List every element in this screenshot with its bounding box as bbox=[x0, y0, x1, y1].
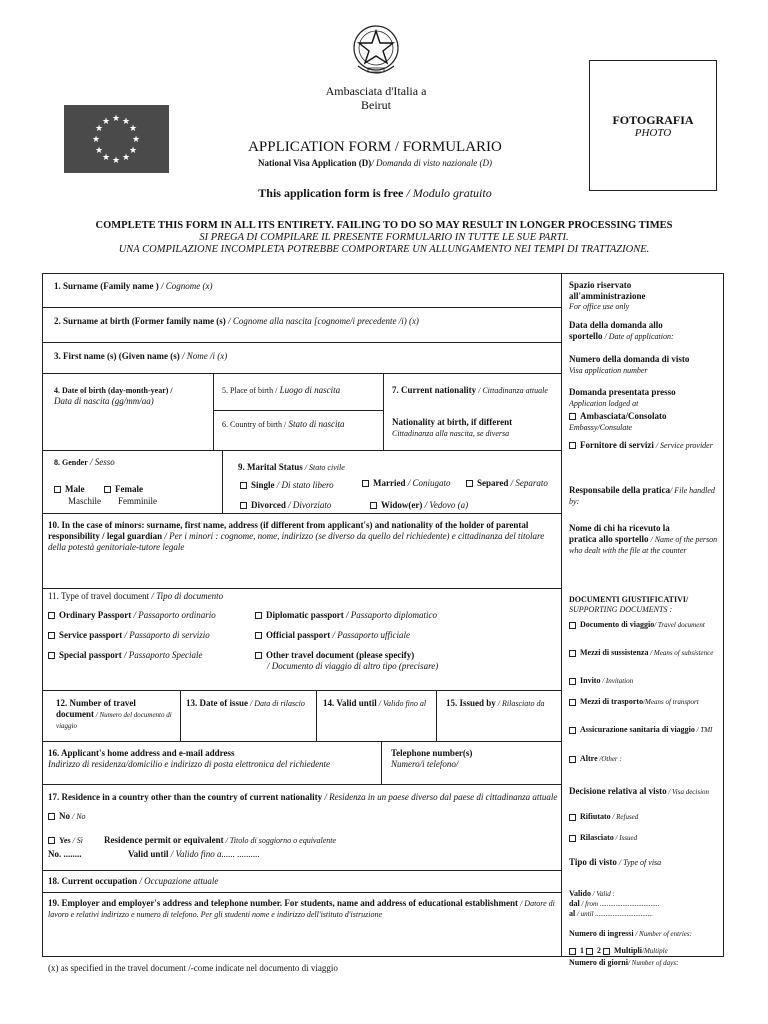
doc-official[interactable] bbox=[255, 630, 410, 641]
emb: Ambasciata/Consolato bbox=[580, 411, 667, 421]
office-sidebar bbox=[569, 280, 721, 312]
separed-label: Separed bbox=[477, 478, 509, 488]
doc-other-check[interactable] bbox=[569, 754, 721, 764]
row-line bbox=[42, 342, 561, 343]
d1: Documento di viaggio bbox=[580, 620, 655, 629]
multi: Multipli bbox=[614, 946, 643, 955]
f10-it: / Per i minori : cognome, nome, indirizzo (se diverso da quello del richiedente) e cittadinanza del titolare della potestà genitoriale-tutore legale bbox=[48, 531, 545, 552]
residence-yes-option[interactable] bbox=[48, 835, 83, 846]
form-subtitle bbox=[200, 158, 550, 168]
docs: DOCUMENTI GIUSTIFICATIVI/ bbox=[569, 595, 689, 604]
f5-en: 5. Place of birth / bbox=[222, 386, 278, 395]
date-1: Data della domanda allo bbox=[569, 320, 663, 330]
f16-it: Indirizzo di residenza/domicilio e indirizzo di posta elettronica del richiedente bbox=[48, 759, 331, 769]
office-days[interactable] bbox=[569, 958, 721, 968]
marital-widow[interactable] bbox=[370, 500, 468, 511]
female-checkbox[interactable] bbox=[104, 486, 111, 493]
resp-en: / File handled by: bbox=[569, 486, 715, 506]
col-line bbox=[213, 373, 214, 450]
divorced-label: Divorced bbox=[251, 500, 286, 510]
pres-1: Domanda presentata presso bbox=[569, 387, 676, 397]
yes-it: / Sì bbox=[70, 836, 84, 845]
subsistence-checkbox[interactable] bbox=[569, 650, 576, 657]
name-2: pratica allo sportello bbox=[569, 533, 649, 544]
no-en: No bbox=[59, 811, 70, 821]
diplomatic-checkbox[interactable] bbox=[255, 612, 262, 619]
row-line bbox=[213, 410, 383, 411]
embassy-line-1: Ambasciata d'Italia a bbox=[325, 84, 427, 98]
resp: Responsabile della pratica bbox=[569, 485, 671, 495]
field-12-doc-number[interactable] bbox=[56, 698, 174, 731]
ngiorni-end: : bbox=[676, 958, 679, 967]
d6: Altre bbox=[580, 754, 598, 763]
f1-en: 1. Surname (Family name ) bbox=[54, 281, 159, 291]
field-5-place-of-birth[interactable] bbox=[222, 385, 382, 396]
separed-checkbox[interactable] bbox=[466, 480, 473, 487]
ngiorni: Numero di giorni bbox=[569, 958, 628, 967]
f4-en: 4. Date of birth (day-month-year) / bbox=[54, 386, 173, 395]
f10-en: 10. In the case of minors: surname, first name, address (if different from applicant's) and nationality of the holder of parental responsibility / legal guardian bbox=[48, 520, 529, 541]
invitation-checkbox[interactable] bbox=[569, 678, 576, 685]
f12-en: 12. Number of travel document bbox=[56, 698, 136, 719]
female-label: Female bbox=[115, 484, 143, 494]
al-en: / until ................................. bbox=[575, 910, 654, 918]
office-supporting-docs bbox=[569, 595, 721, 614]
reserved-1: Spazio riservato bbox=[569, 280, 632, 290]
al: al bbox=[569, 909, 576, 918]
svg-text:★: ★ bbox=[101, 153, 111, 163]
d2: Mezzi di sussistenza bbox=[580, 648, 649, 657]
ngiorni-en: / Number of days bbox=[627, 959, 676, 967]
off-it: / Passaporto ufficiale bbox=[330, 630, 410, 640]
f16-en: 16. Applicant's home address and e-mail address bbox=[48, 748, 235, 758]
travel-doc-checkbox[interactable] bbox=[569, 622, 576, 629]
svg-text:★: ★ bbox=[128, 124, 138, 134]
d3: Invito bbox=[580, 676, 601, 685]
official-checkbox[interactable] bbox=[255, 632, 262, 639]
single-checkbox[interactable] bbox=[240, 482, 247, 489]
single-label: Single bbox=[251, 480, 275, 490]
res-valid-it: / Valido fino a...... .......... bbox=[168, 849, 260, 859]
ref: Rifiutato bbox=[580, 812, 611, 821]
dip-en: Diplomatic passport bbox=[266, 610, 344, 620]
doc-special[interactable] bbox=[48, 650, 203, 661]
marital-single[interactable] bbox=[240, 480, 334, 491]
f5-it: Luogo di nascita bbox=[277, 385, 341, 395]
svg-text:★: ★ bbox=[121, 153, 131, 163]
tel-it: Numero/i telefono/ bbox=[391, 759, 459, 769]
italian-emblem-icon bbox=[350, 22, 402, 78]
embassy-checkbox[interactable] bbox=[569, 413, 576, 420]
no-it: / No bbox=[70, 812, 86, 821]
male-label: Male bbox=[65, 484, 85, 494]
svg-text:★: ★ bbox=[128, 146, 138, 156]
row-line bbox=[42, 513, 561, 514]
f18-en: 18. Current occupation bbox=[48, 876, 138, 886]
d1-en: / Travel document bbox=[654, 621, 705, 629]
residence-number[interactable] bbox=[48, 849, 82, 860]
res-it: / Titolo di soggiorno o equivalente bbox=[223, 836, 337, 845]
doc-insurance-check[interactable] bbox=[569, 725, 721, 735]
svg-text:★: ★ bbox=[94, 146, 104, 156]
marital-separed[interactable] bbox=[466, 478, 548, 489]
field-17-residence bbox=[48, 792, 558, 803]
prov-en: / Service provider bbox=[653, 441, 713, 450]
ref-en: / Refused bbox=[610, 813, 639, 821]
iss-en: / Issued bbox=[613, 834, 638, 842]
embassy-name bbox=[306, 84, 446, 112]
field-2-surname-at-birth[interactable] bbox=[54, 316, 419, 327]
doc-diplomatic[interactable] bbox=[255, 610, 437, 621]
field-19-employer[interactable] bbox=[48, 898, 558, 920]
field-11-travel-doc bbox=[48, 591, 223, 602]
multi-en: /Multiple bbox=[642, 947, 668, 955]
d4: Mezzi di trasporto bbox=[580, 697, 644, 706]
off-en: Official passport bbox=[266, 630, 331, 640]
entries-multi-checkbox[interactable] bbox=[603, 948, 610, 955]
subtitle-en: National Visa Application (D) bbox=[257, 158, 372, 168]
reserved-2: all'amministrazione bbox=[569, 290, 646, 301]
pres-en: Application lodged at bbox=[569, 398, 639, 408]
divorced-it: / Divorziato bbox=[285, 500, 332, 510]
d2-en: / Means of subsistence bbox=[648, 649, 714, 657]
decision-refused[interactable] bbox=[569, 812, 721, 822]
tipo: Tipo di visto bbox=[569, 857, 617, 867]
f14-en: 14. Valid until bbox=[323, 698, 377, 708]
f9-en: 9. Marital Status bbox=[238, 462, 303, 472]
single-it: / Di stato libero bbox=[274, 480, 334, 490]
widow-it: / Vedovo (a) bbox=[422, 500, 469, 510]
male-checkbox[interactable] bbox=[54, 486, 61, 493]
f11-it: / Tipo di documento bbox=[149, 591, 224, 601]
field-13-date-of-issue[interactable] bbox=[186, 698, 311, 709]
entries-1-checkbox[interactable] bbox=[569, 948, 576, 955]
d5-en: / TMI bbox=[694, 726, 713, 734]
field-3-first-name[interactable] bbox=[54, 351, 227, 362]
residence-no-option[interactable] bbox=[48, 811, 86, 822]
f7-it: / Cittadinanza attuale bbox=[476, 386, 548, 395]
field-10-minors[interactable] bbox=[48, 520, 556, 553]
oth-it: / Documento di viaggio di altro tipo (precisare) bbox=[267, 661, 439, 671]
res-en: Residence permit or equivalent bbox=[104, 835, 224, 845]
res-no: No. ........ bbox=[48, 849, 82, 859]
instr-it-2: UNA COMPILAZIONE INCOMPLETA POTREBBE COMPORTARE UN ALLUNGAMENTO NEI TEMPI DI TRATTAZIONE. bbox=[118, 244, 650, 255]
d4-en: /Means of transport bbox=[643, 698, 699, 706]
dal-en: / from .................................. bbox=[579, 900, 660, 908]
field-9-marital-status bbox=[238, 462, 345, 473]
other-doc-checkbox[interactable] bbox=[255, 652, 262, 659]
office-entries-options[interactable] bbox=[569, 946, 721, 956]
entries-2-checkbox[interactable] bbox=[586, 948, 593, 955]
svg-text:★: ★ bbox=[111, 156, 121, 166]
name-en: / Name of the person who dealt with the file at the counter bbox=[569, 534, 718, 555]
f19-en: 19. Employer and employer's address and telephone number. For students, name and address of educational establishment bbox=[48, 898, 519, 908]
office-provider-option[interactable] bbox=[569, 440, 721, 451]
d3-en: / Invitation bbox=[600, 677, 634, 685]
row-line bbox=[42, 373, 561, 374]
ser-it: / Passaporto di servizio bbox=[122, 630, 210, 640]
instr-en: COMPLETE THIS FORM IN ALL ITS ENTIRETY. FAILING TO DO SO MAY RESULT IN LONGER PROCESSING TIMES bbox=[95, 220, 673, 231]
f8-en: 8. Gender bbox=[54, 458, 88, 467]
f3-en: 3. First name (s) (Given name (s) bbox=[54, 351, 180, 361]
married-label: Married bbox=[373, 478, 406, 488]
yes-en: Yes bbox=[59, 836, 71, 845]
row-line bbox=[42, 741, 561, 742]
separed-it: / Separato bbox=[508, 478, 548, 488]
field-1-surname[interactable] bbox=[54, 281, 213, 292]
service-checkbox[interactable] bbox=[48, 632, 55, 639]
valido: Valido bbox=[569, 889, 591, 898]
form-title: APPLICATION FORM / FORMULARIO bbox=[248, 139, 502, 155]
widow-checkbox[interactable] bbox=[370, 502, 377, 509]
footnote: (x) as specified in the travel document /-come indicate nel documento di viaggio bbox=[48, 963, 338, 973]
reserved-en: For office use only bbox=[569, 302, 630, 311]
office-counter-person[interactable] bbox=[569, 523, 721, 556]
doc-other[interactable] bbox=[255, 650, 470, 672]
field-7-nationality[interactable] bbox=[392, 385, 557, 396]
residence-valid-until[interactable] bbox=[128, 849, 260, 860]
office-entries bbox=[569, 929, 721, 939]
instructions bbox=[40, 220, 728, 256]
f9-it: / Stato civile bbox=[302, 463, 345, 472]
f2-it: / Cognome alla nascita [cognome/i precedente /i) (x) bbox=[225, 316, 419, 326]
f7-en: 7. Current nationality bbox=[392, 385, 477, 395]
oth-en: Other travel document (please specify) bbox=[266, 650, 415, 660]
svg-text:★: ★ bbox=[94, 124, 104, 134]
widow-label: Widow(er) bbox=[381, 500, 423, 510]
f11-en: 11. Type of travel document bbox=[48, 591, 150, 601]
doc-service[interactable] bbox=[48, 630, 210, 641]
transport-checkbox[interactable] bbox=[569, 699, 576, 706]
free-it: / Modulo gratuito bbox=[403, 186, 492, 200]
valido-en: / Valid : bbox=[590, 890, 615, 898]
docs-en: SUPPORTING DOCUMENTS : bbox=[569, 604, 673, 614]
f19-it: / Datore di lavoro e relativi indirizzo e numero di telefono. Per gli studenti nome e indirizzo dell'istituto d'istruzione bbox=[48, 899, 555, 919]
married-checkbox[interactable] bbox=[362, 480, 369, 487]
row-line bbox=[42, 307, 561, 308]
f7b-it: Cittadinanza alla nascita, se diversa bbox=[392, 429, 510, 438]
date-en: / Date of application: bbox=[602, 331, 674, 341]
subtitle-it: / Domanda di visto nazionale (D) bbox=[371, 158, 492, 168]
male-it-label: Maschile bbox=[68, 496, 101, 506]
field-15-issued-by[interactable] bbox=[446, 698, 556, 709]
entries-2-label: 2 bbox=[597, 946, 601, 955]
field-4-date-of-birth[interactable] bbox=[54, 385, 204, 407]
num-en: Visa application number bbox=[569, 365, 648, 375]
field-6-country-of-birth[interactable] bbox=[222, 419, 382, 430]
f17-it: / Residenza in un paese diverso dal paese di cittadinanza attuale bbox=[322, 792, 558, 802]
doc-invitation-check[interactable] bbox=[569, 676, 721, 686]
doc-subsistence-check[interactable] bbox=[569, 648, 721, 658]
insurance-checkbox[interactable] bbox=[569, 727, 576, 734]
f2-en: 2. Surname at birth (Former family name (s) bbox=[54, 316, 226, 326]
marital-divorced[interactable] bbox=[240, 500, 331, 511]
office-lodged-at bbox=[569, 387, 721, 409]
name-1: Nome di chi ha ricevuto la bbox=[569, 523, 670, 533]
gender-male-option[interactable] bbox=[54, 484, 85, 495]
decision-issued[interactable] bbox=[569, 833, 721, 843]
office-reserved bbox=[569, 280, 721, 312]
ningr-en: / Number of entries: bbox=[633, 930, 692, 938]
refused-checkbox[interactable] bbox=[569, 814, 576, 821]
dec: Decisione relativa al visto bbox=[569, 786, 667, 796]
gender-female-option[interactable] bbox=[104, 484, 143, 495]
num-1: Numero della domanda di visto bbox=[569, 354, 690, 364]
f4-it: Data di nascita (gg/mm/aa) bbox=[54, 396, 154, 406]
col-line bbox=[222, 450, 223, 513]
f15-it: / Rilasciato da bbox=[495, 699, 545, 708]
office-file-handled-by[interactable] bbox=[569, 485, 721, 507]
f13-it: / Data di rilascio bbox=[248, 699, 305, 708]
f18-it: / Occupazione attuale bbox=[137, 876, 219, 886]
ordinary-checkbox[interactable] bbox=[48, 612, 55, 619]
row-line bbox=[42, 588, 561, 589]
residence-no-checkbox[interactable] bbox=[48, 813, 55, 820]
col-line bbox=[383, 373, 384, 450]
sidebar-divider bbox=[561, 273, 562, 957]
d5: Assicurazione sanitaria di viaggio bbox=[580, 725, 695, 734]
f1-it: / Cognome (x) bbox=[158, 281, 213, 291]
f3-it: / Nome /i (x) bbox=[179, 351, 228, 361]
field-7-nationality-at-birth[interactable] bbox=[392, 417, 557, 439]
ser-en: Service passport bbox=[59, 630, 123, 640]
ord-en: Ordinary Passport bbox=[59, 610, 132, 620]
special-checkbox[interactable] bbox=[48, 652, 55, 659]
free-en: This application form is free bbox=[258, 186, 404, 200]
res-valid-en: Valid until bbox=[128, 849, 169, 859]
dip-it: / Passaporto diplomatico bbox=[343, 610, 438, 620]
field-14-valid-until[interactable] bbox=[323, 698, 433, 709]
photo-label: FOTOGRAFIA bbox=[612, 113, 694, 127]
f6-en: 6. Country of birth / bbox=[222, 420, 287, 429]
office-application-date[interactable] bbox=[569, 320, 721, 342]
divorced-checkbox[interactable] bbox=[240, 502, 247, 509]
office-application-number[interactable] bbox=[569, 354, 721, 376]
tipo-en: / Type of visa bbox=[616, 858, 662, 867]
svg-text:★: ★ bbox=[111, 114, 121, 124]
field-8-gender bbox=[54, 457, 115, 468]
doc-ordinary[interactable] bbox=[48, 610, 216, 621]
svg-text:★: ★ bbox=[121, 117, 131, 127]
office-visa-decision bbox=[569, 786, 721, 797]
doc-transport-check[interactable] bbox=[569, 697, 721, 707]
col-line bbox=[381, 741, 382, 784]
embassy-line-2: Beirut bbox=[361, 98, 391, 112]
tel-en: Telephone number(s) bbox=[391, 748, 473, 758]
marital-married[interactable] bbox=[362, 478, 451, 489]
dec-en: / Visa decision bbox=[666, 788, 710, 796]
row-line bbox=[42, 870, 561, 871]
f7b-en: Nationality at birth, if different bbox=[392, 417, 513, 427]
photo-box bbox=[589, 60, 717, 191]
f12-it: / Numero del documento di viaggio bbox=[56, 711, 172, 730]
provider-checkbox[interactable] bbox=[569, 442, 576, 449]
free-notice bbox=[200, 186, 550, 201]
row-line bbox=[42, 892, 561, 893]
residence-yes-checkbox[interactable] bbox=[48, 837, 55, 844]
f6-it: Stato di nascita bbox=[286, 419, 345, 429]
f14-it: / Valido fino al bbox=[376, 699, 427, 708]
ord-it: / Passaporto ordinario bbox=[131, 610, 216, 620]
photo-label-en: PHOTO bbox=[634, 127, 672, 139]
f15-en: 15. Issued by bbox=[446, 698, 496, 708]
row-line bbox=[42, 784, 561, 785]
row-line bbox=[42, 450, 561, 451]
eu-stars-icon bbox=[64, 105, 169, 173]
instr-it-1: SI PREGA DI COMPILARE IL PRESENTE FORMULARIO IN TUTTE LE SUE PARTI. bbox=[199, 232, 569, 243]
field-16-home-address[interactable] bbox=[48, 748, 378, 770]
dal: dal bbox=[569, 899, 580, 908]
d6-en: /Other : bbox=[597, 755, 622, 763]
field-16-telephone[interactable] bbox=[391, 748, 556, 770]
row-line bbox=[42, 690, 561, 691]
other-checkbox[interactable] bbox=[569, 756, 576, 763]
office-visa-type[interactable] bbox=[569, 857, 721, 868]
married-it: / Coniugato bbox=[405, 478, 451, 488]
f17-en: 17. Residence in a country other than the country of current nationality bbox=[48, 792, 323, 802]
issued-checkbox[interactable] bbox=[569, 835, 576, 842]
svg-text:★: ★ bbox=[101, 117, 111, 127]
svg-text:★: ★ bbox=[91, 135, 101, 145]
col-line bbox=[436, 690, 437, 741]
eu-flag bbox=[64, 105, 169, 173]
prov: Fornitore di servizi bbox=[580, 440, 654, 450]
entries-1-label: 1 bbox=[580, 946, 584, 955]
col-line bbox=[180, 690, 181, 741]
f8-it: / Sesso bbox=[87, 457, 115, 467]
ningr: Numero di ingressi bbox=[569, 929, 634, 938]
col-line bbox=[316, 690, 317, 741]
f13-en: 13. Date of issue bbox=[186, 698, 248, 708]
date-2: sportello bbox=[569, 330, 603, 341]
residence-permit bbox=[104, 835, 336, 846]
office-embassy-option[interactable] bbox=[569, 411, 721, 433]
office-validity[interactable] bbox=[569, 889, 721, 919]
field-18-occupation[interactable] bbox=[48, 876, 218, 887]
spe-en: Special passport bbox=[59, 650, 122, 660]
svg-text:★: ★ bbox=[131, 135, 141, 145]
emb-en: Embassy/Consulate bbox=[569, 422, 633, 432]
iss: Rilasciato bbox=[580, 833, 614, 842]
doc-travel-check[interactable] bbox=[569, 620, 721, 630]
spe-it: / Passaporto Speciale bbox=[121, 650, 203, 660]
female-it-label: Femminile bbox=[118, 496, 157, 506]
